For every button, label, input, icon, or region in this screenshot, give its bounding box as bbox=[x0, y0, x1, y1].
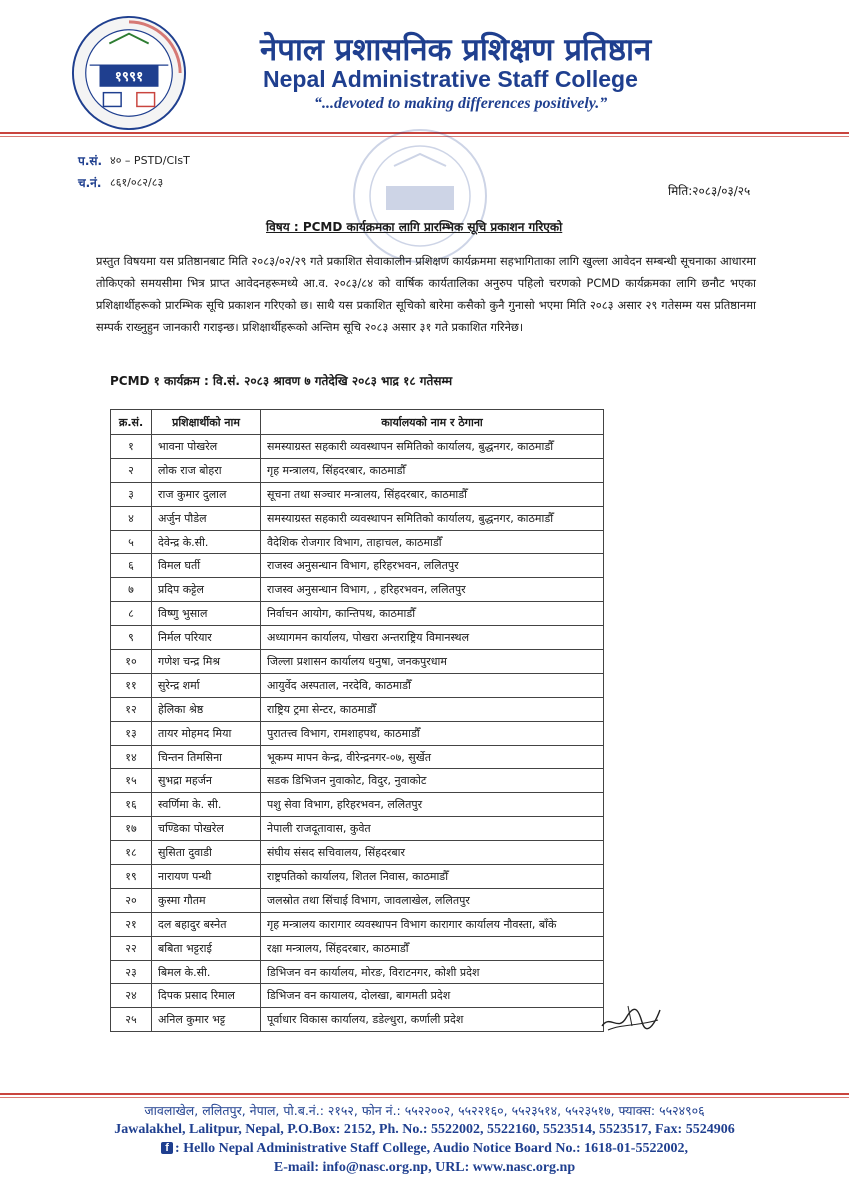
footer-social-text: : Hello Nepal Administrative Staff College, Audio Notice Board No.: 1618-01-5522002, bbox=[175, 1141, 688, 1156]
row-serial: ८ bbox=[111, 602, 152, 626]
table-body bbox=[111, 435, 604, 1032]
row-serial: २ bbox=[111, 458, 152, 482]
row-office: राजस्व अनुसन्धान विभाग, हरिहरभवन, ललितपुर bbox=[261, 554, 604, 578]
row-office: जिल्ला प्रशासन कार्यालय धनुषा, जनकपुरधाम bbox=[261, 650, 604, 674]
dispatch-number: ८६१/०८२/८३ bbox=[110, 176, 164, 189]
table-row bbox=[111, 984, 604, 1008]
row-participant-name: निर्मल परियार bbox=[152, 626, 261, 650]
row-participant-name: बबिता भट्टराई bbox=[152, 936, 261, 960]
table-row bbox=[111, 745, 604, 769]
row-office: गृह मन्त्रालय, सिंहदरबार, काठमाडौँ bbox=[261, 458, 604, 482]
row-office: गृह मन्त्रालय कारागार व्यवस्थापन विभाग कारागार कार्यालय नौवस्ता, बाँके bbox=[261, 912, 604, 936]
row-serial: २३ bbox=[111, 960, 152, 984]
row-office: नेपाली राजदूतावास, कुवेत bbox=[261, 817, 604, 841]
row-participant-name: सुसिता दुवाडी bbox=[152, 841, 261, 865]
row-office: अध्यागमन कार्यालय, पोखरा अन्तराष्ट्रिय विमानस्थल bbox=[261, 626, 604, 650]
row-office: भूकम्प मापन केन्द्र, वीरेन्द्रनगर-०७, सुर्खेत bbox=[261, 745, 604, 769]
row-serial: ७ bbox=[111, 578, 152, 602]
row-office: राष्ट्रिय ट्रमा सेन्टर, काठमाडौँ bbox=[261, 697, 604, 721]
row-participant-name: स्वर्णिमा के. सी. bbox=[152, 793, 261, 817]
table-row bbox=[111, 435, 604, 459]
row-participant-name: दिपक प्रसाद रिमाल bbox=[152, 984, 261, 1008]
row-participant-name: सुभद्रा महर्जन bbox=[152, 769, 261, 793]
footer-address-nepali: जावलाखेल, ललितपुर, नेपाल, पो.ब.नं.: २१५२, फोन नं.: ५५२२००२, ५५२२१६०, ५५२३५१४, ५५२३५१७, फ्याक्स: ५५२४९०६ bbox=[144, 1103, 705, 1118]
reference-number: ४० – PSTD/CIsT bbox=[110, 154, 190, 167]
row-serial: १४ bbox=[111, 745, 152, 769]
row-participant-name: तायर मोहमद मिया bbox=[152, 721, 261, 745]
row-office: पूर्वाधार विकास कार्यालय, डडेल्धुरा, कर्णाली प्रदेश bbox=[261, 1008, 604, 1032]
table-row bbox=[111, 482, 604, 506]
row-office: डिभिजन वन कार्यालय, मोरङ, विराटनगर, कोशी प्रदेश bbox=[261, 960, 604, 984]
row-participant-name: अनिल कुमार भट्ट bbox=[152, 1008, 261, 1032]
row-office: समस्याग्रस्त सहकारी व्यवस्थापन समितिको कार्यालय, बुद्धनगर, काठमाडौँ bbox=[261, 506, 604, 530]
subject-line: विषय : PCMD कार्यक्रमका लागि प्रारम्भिक सूचि प्रकाशन गरिएको bbox=[266, 220, 563, 234]
table-row bbox=[111, 506, 604, 530]
table-row bbox=[111, 769, 604, 793]
header-name: प्रशिक्षार्थीको नाम bbox=[152, 410, 261, 435]
header-office: कार्यालयको नाम र ठेगाना bbox=[261, 410, 604, 435]
table-row bbox=[111, 888, 604, 912]
tagline: “...devoted to making differences positively.” bbox=[314, 95, 608, 112]
row-participant-name: चण्डिका पोखरेल bbox=[152, 817, 261, 841]
row-serial: ४ bbox=[111, 506, 152, 530]
row-office: पुरातत्त्व विभाग, रामशाहपथ, काठमाडौँ bbox=[261, 721, 604, 745]
table-row bbox=[111, 602, 604, 626]
table-row bbox=[111, 841, 604, 865]
row-participant-name: दल बहादुर बस्नेत bbox=[152, 912, 261, 936]
participant-table bbox=[110, 409, 604, 1032]
row-participant-name: लोक राज बोहरा bbox=[152, 458, 261, 482]
row-office: सूचना तथा सञ्चार मन्त्रालय, सिंहदरबार, काठमाडौँ bbox=[261, 482, 604, 506]
row-participant-name: नारायण पन्थी bbox=[152, 865, 261, 889]
row-serial: १९ bbox=[111, 865, 152, 889]
table-row bbox=[111, 458, 604, 482]
row-serial: २० bbox=[111, 888, 152, 912]
table-row bbox=[111, 697, 604, 721]
table-row bbox=[111, 912, 604, 936]
row-serial: ९ bbox=[111, 626, 152, 650]
footer-divider bbox=[0, 1093, 849, 1095]
row-office: राष्ट्रपतिको कार्यालय, शितल निवास, काठमाडौँ bbox=[261, 865, 604, 889]
row-serial: ६ bbox=[111, 554, 152, 578]
reference-label: प.सं. bbox=[78, 154, 103, 168]
logo-year: १९९१ bbox=[114, 68, 144, 85]
row-serial: १६ bbox=[111, 793, 152, 817]
row-serial: १२ bbox=[111, 697, 152, 721]
row-serial: ३ bbox=[111, 482, 152, 506]
row-office: संघीय संसद सचिवालय, सिंहदरबार bbox=[261, 841, 604, 865]
row-office: डिभिजन वन कायालय, दोलखा, बागमती प्रदेश bbox=[261, 984, 604, 1008]
header-serial: क्र.सं. bbox=[111, 410, 152, 435]
row-serial: २२ bbox=[111, 936, 152, 960]
row-participant-name: गणेश चन्द्र मिश्र bbox=[152, 650, 261, 674]
row-office: जलस्रोत तथा सिंचाई विभाग, जावलाखेल, ललितपुर bbox=[261, 888, 604, 912]
title-nepali: नेपाल प्रशासनिक प्रशिक्षण प्रतिष्ठान bbox=[260, 32, 652, 68]
table-row bbox=[111, 650, 604, 674]
row-office: वैदेशिक रोजगार विभाग, ताहाचल, काठमाडौँ bbox=[261, 530, 604, 554]
table-row bbox=[111, 960, 604, 984]
table-row bbox=[111, 817, 604, 841]
table-row bbox=[111, 578, 604, 602]
signature bbox=[598, 996, 664, 1040]
nasc-logo bbox=[70, 14, 188, 132]
row-serial: १७ bbox=[111, 817, 152, 841]
row-serial: ११ bbox=[111, 673, 152, 697]
row-participant-name: सुरेन्द्र शर्मा bbox=[152, 673, 261, 697]
footer-social-line bbox=[0, 1141, 849, 1157]
table-header-row bbox=[111, 410, 604, 435]
participant-table-wrapper bbox=[110, 409, 604, 1032]
row-participant-name: चिन्तन तिमसिना bbox=[152, 745, 261, 769]
footer-address-english: Jawalakhel, Lalitpur, Nepal, P.O.Box: 2152, Ph. No.: 5522002, 5522160, 5523514, 5523517, Fax: 5524906 bbox=[114, 1122, 735, 1137]
row-office: रक्षा मन्त्रालय, सिंहदरबार, काठमाडौँ bbox=[261, 936, 604, 960]
row-serial: १० bbox=[111, 650, 152, 674]
row-serial: १८ bbox=[111, 841, 152, 865]
row-serial: १३ bbox=[111, 721, 152, 745]
title-english: Nepal Administrative Staff College bbox=[263, 66, 638, 92]
row-office: निर्वाचन आयोग, कान्तिपथ, काठमाडौँ bbox=[261, 602, 604, 626]
facebook-icon: f bbox=[161, 1142, 173, 1154]
row-office: सडक डिभिजन नुवाकोट, विदुर, नुवाकोट bbox=[261, 769, 604, 793]
row-participant-name: अर्जुन पौडेल bbox=[152, 506, 261, 530]
watermark-seal bbox=[350, 126, 490, 266]
table-row bbox=[111, 865, 604, 889]
row-participant-name: कुस्मा गौतम bbox=[152, 888, 261, 912]
table-row bbox=[111, 793, 604, 817]
row-participant-name: बिमल के.सी. bbox=[152, 960, 261, 984]
row-participant-name: देवेन्द्र के.सी. bbox=[152, 530, 261, 554]
footer-contact: E-mail: info@nasc.org.np, URL: www.nasc.org.np bbox=[273, 1160, 576, 1175]
row-office: पशु सेवा विभाग, हरिहरभवन, ललितपुर bbox=[261, 793, 604, 817]
row-office: आयुर्वेद अस्पताल, नरदेवि, काठमाडौँ bbox=[261, 673, 604, 697]
table-row bbox=[111, 936, 604, 960]
row-participant-name: राज कुमार दुलाल bbox=[152, 482, 261, 506]
issue-date: मिति:२०८३/०३/२५ bbox=[668, 184, 751, 198]
row-serial: २५ bbox=[111, 1008, 152, 1032]
row-office: समस्याग्रस्त सहकारी व्यवस्थापन समितिको कार्यालय, बुद्धनगर, काठमाडौँ bbox=[261, 435, 604, 459]
dispatch-label: च.नं. bbox=[78, 176, 102, 190]
table-row bbox=[111, 721, 604, 745]
row-participant-name: विष्णु भुसाल bbox=[152, 602, 261, 626]
footer-divider-thin bbox=[0, 1097, 849, 1098]
row-participant-name: विमल घर्ती bbox=[152, 554, 261, 578]
notice-body: प्रस्तुत विषयमा यस प्रतिष्ठानबाट मिति २०८३/०२/२९ गते प्रकाशित सेवाकालीन प्रशिक्षण कार्यक्रममा सहभागिताका लागि खुल्ला आवेदन सम्बन्धी सूचनाका आधारमा तोकिएको समयसीमा भित्र प्राप्त आवेदनहरूमध्ये आ.व. २०८३/८४ को वार्षिक कार्यतालिका अनुरुप पहिलो चरणको PCMD कार्यक्रमका लागि छनौट भएका प्रशिक्षार्थीहरूको प्रारम्भिक सूचि प्रकाशन गरिएको छ। साथै यस प्रकाशित सूचिको बारेमा कसैको कुनै गुनासो भएमा मिति २०८३ असार २९ गतेसम्म यस प्रतिष्ठानमा सम्पर्क राख्नुहुन जानकारी गराइन्छ। प्रशिक्षार्थीहरूको अन्तिम सूचि २०८३ असार ३१ गते प्रकाशित गरिनेछ। bbox=[96, 254, 756, 334]
program-heading: PCMD १ कार्यक्रम : वि.सं. २०८३ श्रावण ७ गतेदेखि २०८३ भाद्र १८ गतेसम्म bbox=[110, 374, 453, 388]
row-serial: ५ bbox=[111, 530, 152, 554]
row-participant-name: हेलिका श्रेष्ठ bbox=[152, 697, 261, 721]
table-row bbox=[111, 673, 604, 697]
row-serial: १५ bbox=[111, 769, 152, 793]
table-row bbox=[111, 554, 604, 578]
table-row bbox=[111, 530, 604, 554]
row-serial: १ bbox=[111, 435, 152, 459]
row-participant-name: प्रदिप कट्टेल bbox=[152, 578, 261, 602]
table-row bbox=[111, 1008, 604, 1032]
row-serial: २४ bbox=[111, 984, 152, 1008]
row-participant-name: भावना पोखरेल bbox=[152, 435, 261, 459]
row-office: राजस्व अनुसन्धान विभाग, , हरिहरभवन, ललितपुर bbox=[261, 578, 604, 602]
row-serial: २१ bbox=[111, 912, 152, 936]
table-row bbox=[111, 626, 604, 650]
